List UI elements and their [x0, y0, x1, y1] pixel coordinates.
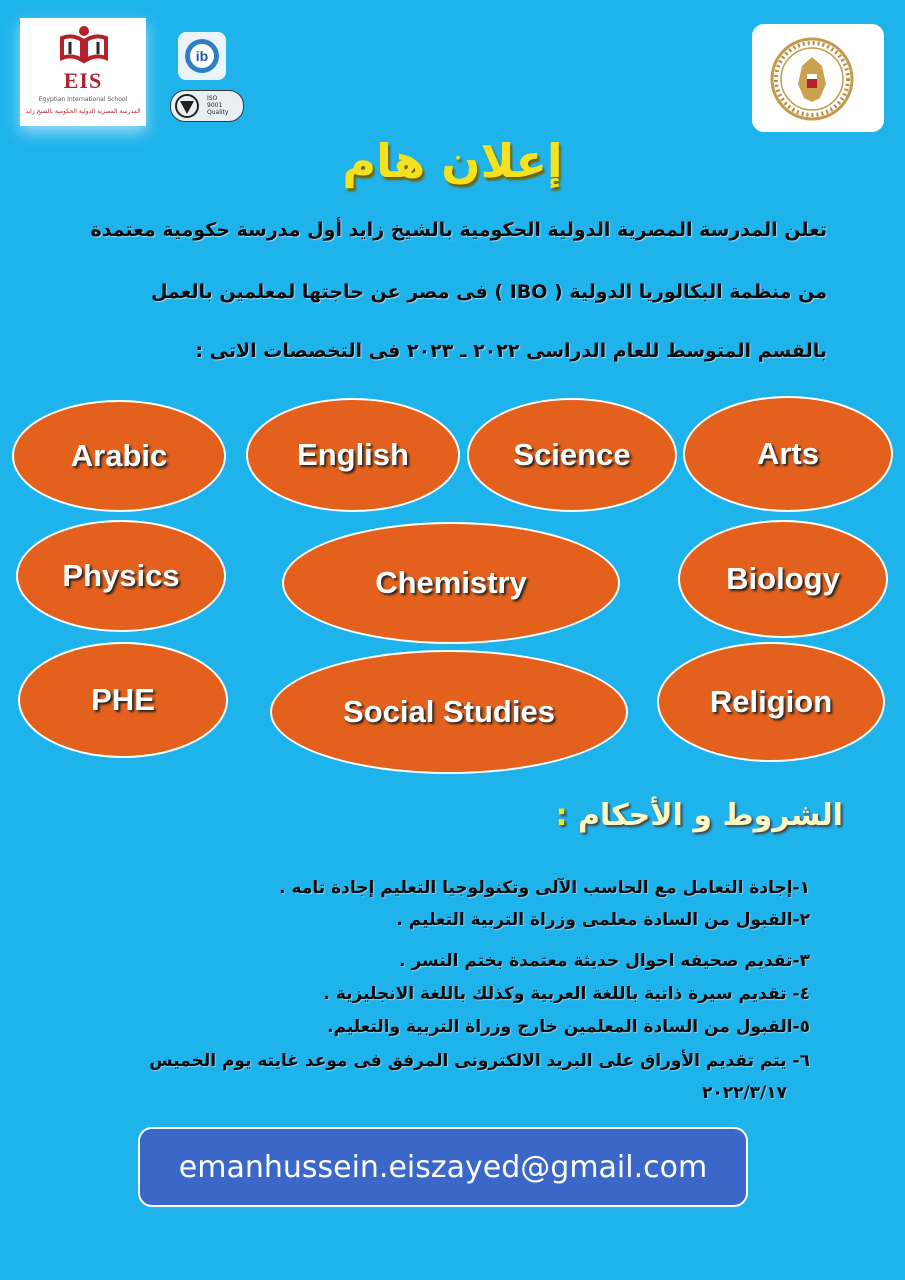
iso-logo-text: ISO 9001 Quality [207, 95, 229, 116]
subject-label: English [297, 437, 409, 472]
ib-logo-text: ib [195, 48, 209, 64]
iso-bell-icon [171, 91, 205, 121]
subject-label: Physics [62, 558, 180, 593]
condition-item-6-date: ٢٠٢٢/٣/١٧ [701, 1083, 787, 1103]
condition-item-1: ١-إجادة التعامل مع الحاسب الآلى وتكنولوجيا التعليم إجادة تامه . [279, 878, 810, 898]
eis-logo-subtitle-en: Egyptian International School [38, 96, 128, 103]
condition-item-5: ٥-القبول من السادة المعلمين خارج وزراة التربية والتعليم. [327, 1017, 810, 1037]
eis-logo [20, 18, 146, 126]
condition-item-4: ٤- تقديم سيرة ذاتية باللغة العربية وكذلك باللغة الانجليزية . [323, 984, 810, 1004]
subject-label: Social Studies [343, 694, 555, 729]
book-person-icon [58, 24, 110, 64]
conditions-title: الشروط و الأحكام : [555, 798, 843, 833]
subject-social-studies [270, 650, 628, 774]
subject-arabic [12, 400, 226, 512]
condition-item-2: ٢-القبول من السادة معلمى وزراة التربية التعليم . [396, 910, 810, 930]
subject-arts [683, 396, 893, 512]
subject-label: Biology [726, 561, 840, 596]
subject-science [467, 398, 677, 512]
ib-logo [178, 32, 226, 80]
subject-chemistry [282, 522, 620, 644]
ib-globe-icon [178, 32, 226, 80]
ministry-seal-icon [752, 24, 884, 132]
intro-line-1: تعلن المدرسة المصرية الدولية الحكومية بالشيخ زايد أول مدرسة حكومية معتمدة [90, 219, 827, 241]
subject-religion [657, 642, 885, 762]
subject-label: Chemistry [375, 565, 527, 600]
intro-line-3: بالقسم المتوسط للعام الدراسى ٢٠٢٢ ـ ٢٠٢٣ فى التخصصات الاتى : [195, 340, 827, 362]
email-address[interactable]: emanhussein.eiszayed@gmail.com [178, 1149, 708, 1185]
subject-english [246, 398, 460, 512]
eis-logo-text: EIS [63, 68, 103, 93]
subject-label: Science [513, 437, 631, 472]
subject-label: Religion [709, 684, 833, 719]
condition-item-3: ٣-تقديم صحيفه احوال حديثة معتمدة بختم النسر . [399, 951, 810, 971]
intro-line-2: من منظمة البكالوريا الدولية ( IBO ) فى مصر عن حاجتها لمعلمين بالعمل [150, 281, 827, 303]
subject-label: Arts [756, 436, 819, 471]
eis-logo-subtitle-ar: المدرسة المصرية الدولية الحكومية بالشيخ زايد [25, 108, 141, 115]
iso-logo [170, 90, 244, 122]
announcement-title: إعلان هام [342, 134, 563, 188]
email-box[interactable] [138, 1127, 748, 1207]
condition-item-6: ٦- يتم تقديم الأوراق على البريد الالكترونى المرفق فى موعد غايته يوم الخميس [149, 1051, 810, 1071]
subject-biology [678, 520, 888, 638]
subject-physics [16, 520, 226, 632]
subject-phe [18, 642, 228, 758]
subject-label: Arabic [70, 438, 168, 473]
ministry-of-education-logo [752, 24, 884, 132]
subject-label: PHE [91, 682, 155, 717]
